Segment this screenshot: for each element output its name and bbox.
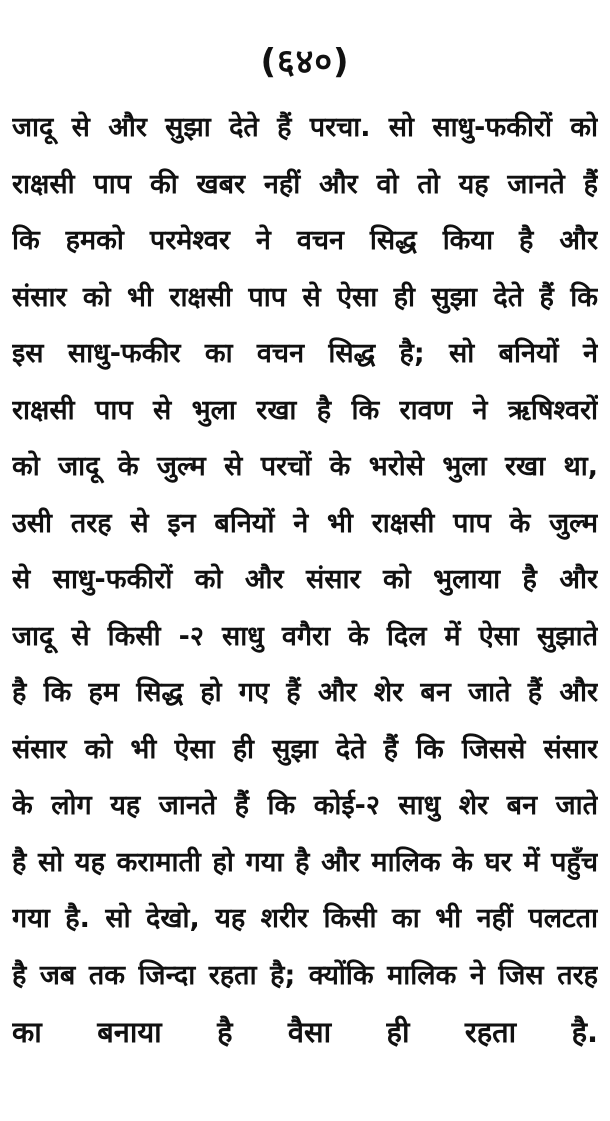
text-line-1: जादू से और सुझा देते हैं परचा. सो साधु-फकीरों को — [12, 112, 598, 143]
text-line-2: राक्षसी पाप की खबर नहीं और वो तो यह जानते हैं — [12, 168, 598, 200]
text-line-6: राक्षसी पाप से भुला रखा है कि रावण ने ऋषिश्वरों — [12, 394, 598, 426]
page-number: (६४०) — [260, 42, 350, 82]
text-line-7: को जादू के जुल्म से परचों के भरोसे भुला रखा था, — [12, 451, 598, 482]
text-line-15: गया है. सो देखो, यह शरीर किसी का भी नहीं पलटता — [12, 903, 598, 934]
text-line-13: के लोग यह जानते हैं कि कोई-२ साधु शेर बन जाते — [12, 790, 598, 821]
text-line-9: से साधु-फकीरों को और संसार को भुलाया है और — [12, 564, 598, 595]
text-line-16: है जब तक जिन्दा रहता है; क्योंकि मालिक ने जिस तरह — [12, 959, 598, 991]
text-line-17: का बनाया है वैसा ही रहता है. — [12, 1015, 598, 1049]
text-line-10: जादू से किसी -२ साधु वगैरा के दिल में ऐसा सुझाते — [12, 620, 598, 652]
text-line-4: संसार को भी राक्षसी पाप से ऐसा ही सुझा देते हैं कि — [12, 281, 598, 313]
text-line-12: संसार को भी ऐसा ही सुझा देते हैं कि जिससे संसार — [12, 733, 598, 765]
body-text — [12, 100, 598, 1061]
text-line-11: है कि हम सिद्ध हो गए हैं और शेर बन जाते हैं और — [12, 677, 598, 708]
text-line-3: कि हमको परमेश्वर ने वचन सिद्ध किया है और — [12, 225, 598, 256]
text-line-14: है सो यह करामाती हो गया है और मालिक के घर में पहुँच — [12, 846, 598, 878]
text-line-8: उसी तरह से इन बनियों ने भी राक्षसी पाप के जुल्म — [12, 507, 598, 539]
text-line-5: इस साधु-फकीर का वचन सिद्ध है; सो बनियों ने — [12, 338, 598, 369]
